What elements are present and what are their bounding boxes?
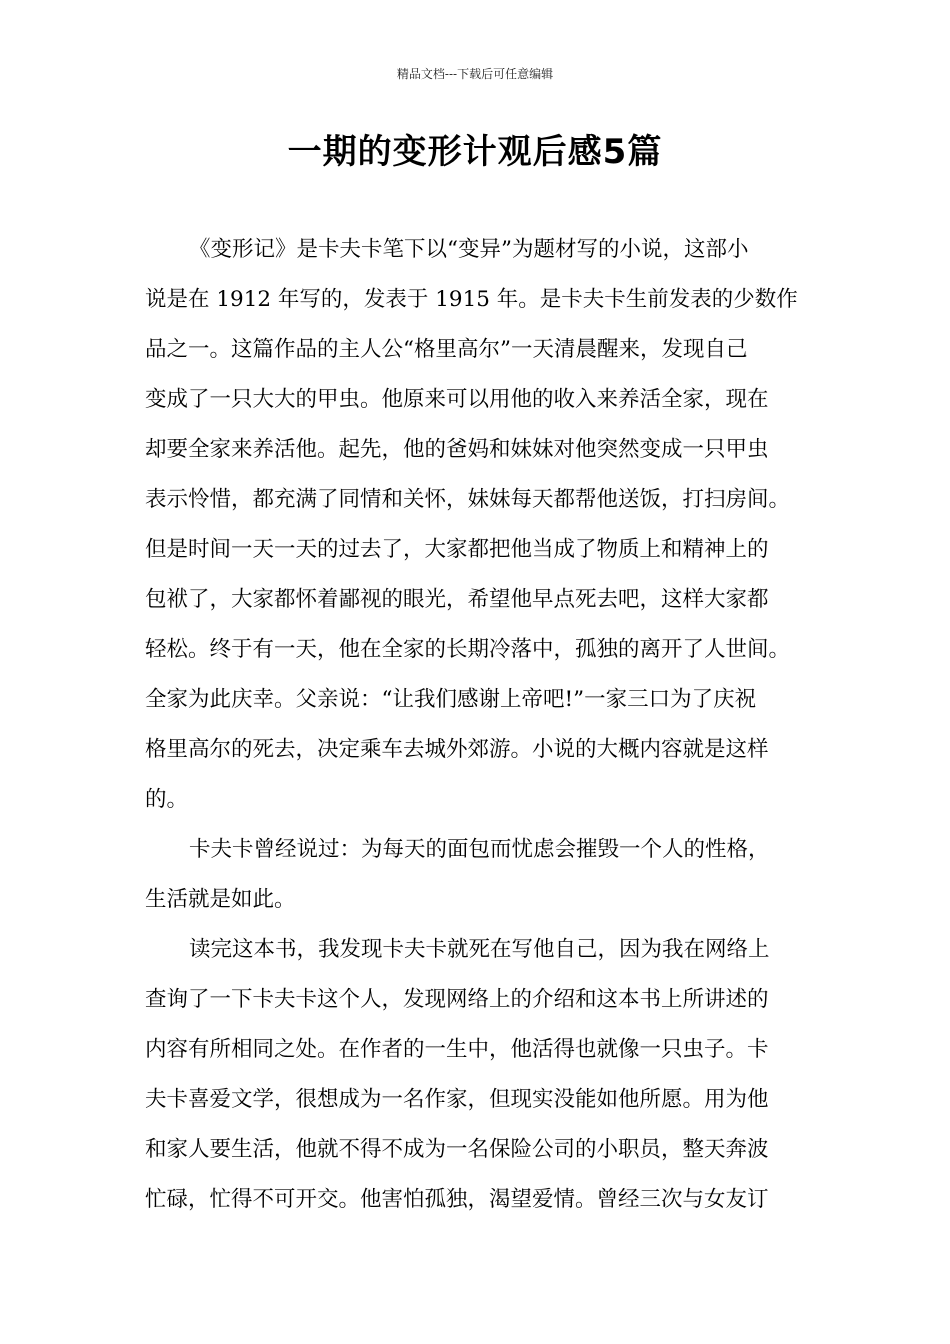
text-line: 变成了一只大大的甲虫。他原来可以用他的收入来养活全家，现在 xyxy=(145,387,769,412)
header-note: 精品文档---下载后可任意编辑 xyxy=(396,67,554,81)
text-line: 的。 xyxy=(145,787,189,812)
text-line: 轻松。终于有一天，他在全家的长期冷落中，孤独的离开了人世间。 xyxy=(145,637,791,662)
document-title: 一期的变形计观后感5篇 xyxy=(287,132,663,172)
text-line: 《变形记》是卡夫卡笔下以“变异”为题材写的小说，这部小 xyxy=(189,237,749,262)
text-line: 但是时间一天一天的过去了，大家都把他当成了物质上和精神上的 xyxy=(145,537,769,562)
body-text xyxy=(145,225,825,1225)
text-line: 查询了一下卡夫卡这个人，发现网络上的介绍和这本书上所讲述的 xyxy=(145,987,769,1012)
text-line: 全家为此庆幸。父亲说：“让我们感谢上帝吧!”一家三口为了庆祝 xyxy=(145,687,757,712)
text-line: 读完这本书，我发现卡夫卡就死在写他自己，因为我在网络上 xyxy=(189,937,770,962)
text-line: 内容有所相同之处。在作者的一生中，他活得也就像一只虫子。卡 xyxy=(145,1037,769,1062)
text-line: 表示怜惜，都充满了同情和关怀，妹妹每天都帮他送饭，打扫房间。 xyxy=(145,487,791,512)
text-line: 和家人要生活，他就不得不成为一名保险公司的小职员，整天奔波 xyxy=(145,1137,769,1162)
text-line: 包袱了，大家都怀着鄙视的眼光，希望他早点死去吧，这样大家都 xyxy=(145,587,769,612)
text-line: 却要全家来养活他。起先，他的爸妈和妹妹对他突然变成一只甲虫 xyxy=(145,437,769,462)
text-line: 夫卡喜爱文学，很想成为一名作家，但现实没能如他所愿。用为他 xyxy=(145,1087,769,1112)
text-line: 格里高尔的死去，决定乘车去城外郊游。小说的大概内容就是这样 xyxy=(145,737,769,762)
text-line: 生活就是如此。 xyxy=(145,887,296,912)
text-line: 品之一。这篇作品的主人公“格里高尔”一天清晨醒来，发现自己 xyxy=(145,337,748,362)
text-line: 忙碌，忙得不可开交。他害怕孤独，渴望爱情。曾经三次与女友订 xyxy=(145,1187,769,1212)
text-line: 说是在 1912 年写的，发表于 1915 年。是卡夫卡生前发表的少数作 xyxy=(145,287,798,312)
text-line: 卡夫卡曾经说过：为每天的面包而忧虑会摧毁一个人的性格， xyxy=(189,837,770,862)
